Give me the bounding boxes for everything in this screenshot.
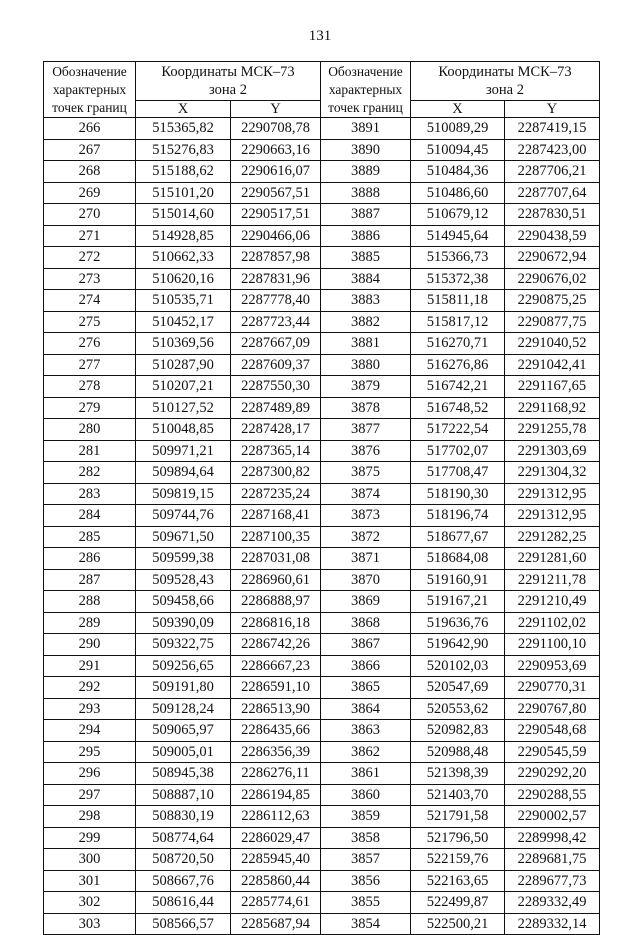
x-value-left: 509191,80 <box>136 677 231 699</box>
point-number-right: 3885 <box>321 247 411 269</box>
table-row <box>44 892 600 914</box>
point-number-left: 266 <box>44 118 136 140</box>
y-value-right: 2291304,32 <box>505 462 600 484</box>
table-row <box>44 161 600 183</box>
x-value-left: 509005,01 <box>136 741 231 763</box>
x-value-right: 515366,73 <box>411 247 505 269</box>
point-number-right: 3881 <box>321 333 411 355</box>
point-number-left: 277 <box>44 354 136 376</box>
y-value-left: 2287365,14 <box>231 440 321 462</box>
x-value-right: 518190,30 <box>411 483 505 505</box>
y-value-left: 2287235,24 <box>231 483 321 505</box>
table-row <box>44 311 600 333</box>
x-header-left: X <box>136 100 231 117</box>
point-number-right: 3856 <box>321 870 411 892</box>
coordinates-header-right <box>411 62 600 101</box>
x-value-right: 522163,65 <box>411 870 505 892</box>
point-number-right: 3862 <box>321 741 411 763</box>
table-row <box>44 376 600 398</box>
point-number-left: 276 <box>44 333 136 355</box>
x-value-left: 508945,38 <box>136 763 231 785</box>
x-value-right: 519167,21 <box>411 591 505 613</box>
x-value-left: 510662,33 <box>136 247 231 269</box>
y-value-right: 2290288,55 <box>505 784 600 806</box>
y-value-left: 2286513,90 <box>231 698 321 720</box>
y-value-left: 2290466,06 <box>231 225 321 247</box>
y-value-right: 2289332,49 <box>505 892 600 914</box>
y-value-left: 2287550,30 <box>231 376 321 398</box>
y-value-left: 2287778,40 <box>231 290 321 312</box>
y-value-right: 2290770,31 <box>505 677 600 699</box>
x-value-left: 509065,97 <box>136 720 231 742</box>
point-number-right: 3866 <box>321 655 411 677</box>
point-number-right: 3890 <box>321 139 411 161</box>
y-value-left: 2290517,51 <box>231 204 321 226</box>
y-value-right: 2290548,68 <box>505 720 600 742</box>
y-value-left: 2286435,66 <box>231 720 321 742</box>
x-value-left: 510620,16 <box>136 268 231 290</box>
point-number-right: 3877 <box>321 419 411 441</box>
coordinates-header-line1: Координаты МСК–73 <box>161 64 295 81</box>
y-value-right: 2287419,15 <box>505 118 600 140</box>
y-value-right: 2289681,75 <box>505 849 600 871</box>
x-value-right: 510486,60 <box>411 182 505 204</box>
x-value-left: 509894,64 <box>136 462 231 484</box>
point-number-left: 267 <box>44 139 136 161</box>
table-row <box>44 591 600 613</box>
point-number-left: 298 <box>44 806 136 828</box>
x-value-left: 509528,43 <box>136 569 231 591</box>
point-number-left: 292 <box>44 677 136 699</box>
point-number-right: 3863 <box>321 720 411 742</box>
point-number-right: 3872 <box>321 526 411 548</box>
y-value-right: 2291312,95 <box>505 505 600 527</box>
y-value-left: 2287100,35 <box>231 526 321 548</box>
y-value-left: 2287723,44 <box>231 311 321 333</box>
y-value-left: 2287857,98 <box>231 247 321 269</box>
x-value-right: 516748,52 <box>411 397 505 419</box>
x-value-right: 510089,29 <box>411 118 505 140</box>
y-value-left: 2286194,85 <box>231 784 321 806</box>
point-number-left: 296 <box>44 763 136 785</box>
x-value-right: 515372,38 <box>411 268 505 290</box>
point-number-right: 3871 <box>321 548 411 570</box>
y-header-right: Y <box>505 100 600 117</box>
y-value-right: 2291282,25 <box>505 526 600 548</box>
x-value-right: 510484,36 <box>411 161 505 183</box>
x-value-left: 510369,56 <box>136 333 231 355</box>
x-value-left: 510452,17 <box>136 311 231 333</box>
y-value-left: 2287031,08 <box>231 548 321 570</box>
y-value-left: 2285774,61 <box>231 892 321 914</box>
point-number-right: 3880 <box>321 354 411 376</box>
x-value-left: 515365,82 <box>136 118 231 140</box>
point-number-right: 3860 <box>321 784 411 806</box>
x-value-right: 515817,12 <box>411 311 505 333</box>
table-row <box>44 784 600 806</box>
point-number-left: 291 <box>44 655 136 677</box>
point-number-left: 271 <box>44 225 136 247</box>
x-value-right: 521398,39 <box>411 763 505 785</box>
x-value-right: 515811,18 <box>411 290 505 312</box>
table-row <box>44 354 600 376</box>
y-value-right: 2290953,69 <box>505 655 600 677</box>
point-number-right: 3874 <box>321 483 411 505</box>
y-value-left: 2285687,94 <box>231 913 321 935</box>
table-row <box>44 698 600 720</box>
point-number-right: 3891 <box>321 118 411 140</box>
y-value-right: 2291211,78 <box>505 569 600 591</box>
point-number-left: 283 <box>44 483 136 505</box>
table-row <box>44 526 600 548</box>
point-number-right: 3854 <box>321 913 411 935</box>
y-value-left: 2286742,26 <box>231 634 321 656</box>
point-number-left: 284 <box>44 505 136 527</box>
x-value-left: 508887,10 <box>136 784 231 806</box>
table-row <box>44 827 600 849</box>
x-value-left: 510048,85 <box>136 419 231 441</box>
y-value-right: 2290875,25 <box>505 290 600 312</box>
point-number-left: 274 <box>44 290 136 312</box>
point-number-right: 3875 <box>321 462 411 484</box>
y-value-left: 2290708,78 <box>231 118 321 140</box>
y-value-right: 2291102,02 <box>505 612 600 634</box>
x-value-right: 514945,64 <box>411 225 505 247</box>
table-row <box>44 870 600 892</box>
table-row <box>44 849 600 871</box>
y-value-right: 2291040,52 <box>505 333 600 355</box>
y-value-left: 2290567,51 <box>231 182 321 204</box>
point-number-left: 280 <box>44 419 136 441</box>
x-value-left: 510535,71 <box>136 290 231 312</box>
table-row <box>44 569 600 591</box>
y-value-left: 2286591,10 <box>231 677 321 699</box>
x-value-right: 516742,21 <box>411 376 505 398</box>
x-value-right: 521403,70 <box>411 784 505 806</box>
x-value-right: 518677,67 <box>411 526 505 548</box>
y-value-right: 2291255,78 <box>505 419 600 441</box>
table-row <box>44 139 600 161</box>
point-number-left: 269 <box>44 182 136 204</box>
point-number-right: 3883 <box>321 290 411 312</box>
point-number-right: 3869 <box>321 591 411 613</box>
coordinates-header-line1: Координаты МСК–73 <box>438 64 572 81</box>
table-row <box>44 720 600 742</box>
table-row <box>44 268 600 290</box>
x-value-left: 509128,24 <box>136 698 231 720</box>
x-value-right: 520547,69 <box>411 677 505 699</box>
y-value-right: 2290767,80 <box>505 698 600 720</box>
x-value-left: 509744,76 <box>136 505 231 527</box>
table-row <box>44 419 600 441</box>
point-number-left: 275 <box>44 311 136 333</box>
designation-header-left <box>44 62 136 118</box>
x-value-left: 508720,50 <box>136 849 231 871</box>
y-value-right: 2287706,21 <box>505 161 600 183</box>
point-number-left: 289 <box>44 612 136 634</box>
x-value-left: 509599,38 <box>136 548 231 570</box>
x-value-left: 509971,21 <box>136 440 231 462</box>
table-row <box>44 483 600 505</box>
y-value-left: 2290616,07 <box>231 161 321 183</box>
x-value-right: 517702,07 <box>411 440 505 462</box>
y-value-right: 2289998,42 <box>505 827 600 849</box>
y-value-right: 2290877,75 <box>505 311 600 333</box>
x-value-left: 514928,85 <box>136 225 231 247</box>
x-value-left: 508774,64 <box>136 827 231 849</box>
y-value-right: 2290672,94 <box>505 247 600 269</box>
y-value-left: 2287489,89 <box>231 397 321 419</box>
point-number-left: 293 <box>44 698 136 720</box>
table-row <box>44 182 600 204</box>
x-value-right: 518684,08 <box>411 548 505 570</box>
point-number-right: 3879 <box>321 376 411 398</box>
x-value-left: 515014,60 <box>136 204 231 226</box>
point-number-left: 282 <box>44 462 136 484</box>
x-value-right: 520102,03 <box>411 655 505 677</box>
point-number-left: 288 <box>44 591 136 613</box>
point-number-right: 3886 <box>321 225 411 247</box>
table-row <box>44 225 600 247</box>
y-value-right: 2287830,51 <box>505 204 600 226</box>
designation-header-line3: точек границ <box>52 100 127 115</box>
x-value-left: 510127,52 <box>136 397 231 419</box>
point-number-right: 3861 <box>321 763 411 785</box>
coordinates-table <box>43 61 600 935</box>
point-number-left: 281 <box>44 440 136 462</box>
table-row <box>44 118 600 140</box>
x-value-left: 509256,65 <box>136 655 231 677</box>
point-number-right: 3864 <box>321 698 411 720</box>
x-value-right: 516276,86 <box>411 354 505 376</box>
y-value-right: 2290438,59 <box>505 225 600 247</box>
point-number-right: 3873 <box>321 505 411 527</box>
y-value-right: 2287707,64 <box>505 182 600 204</box>
point-number-left: 273 <box>44 268 136 290</box>
x-value-right: 519636,76 <box>411 612 505 634</box>
y-value-left: 2286667,23 <box>231 655 321 677</box>
y-value-right: 2291303,69 <box>505 440 600 462</box>
y-value-left: 2286356,39 <box>231 741 321 763</box>
table-row <box>44 505 600 527</box>
y-value-left: 2286960,61 <box>231 569 321 591</box>
point-number-right: 3878 <box>321 397 411 419</box>
table-row <box>44 634 600 656</box>
x-value-right: 521796,50 <box>411 827 505 849</box>
point-number-right: 3884 <box>321 268 411 290</box>
point-number-right: 3858 <box>321 827 411 849</box>
point-number-left: 303 <box>44 913 136 935</box>
y-value-right: 2291312,95 <box>505 483 600 505</box>
x-value-right: 519642,90 <box>411 634 505 656</box>
x-header-right: X <box>411 100 505 117</box>
y-value-right: 2291210,49 <box>505 591 600 613</box>
point-number-left: 278 <box>44 376 136 398</box>
table-row <box>44 397 600 419</box>
x-value-right: 516270,71 <box>411 333 505 355</box>
y-value-right: 2291167,65 <box>505 376 600 398</box>
point-number-left: 297 <box>44 784 136 806</box>
x-value-right: 520988,48 <box>411 741 505 763</box>
x-value-left: 510207,21 <box>136 376 231 398</box>
x-value-right: 522500,21 <box>411 913 505 935</box>
x-value-right: 520553,62 <box>411 698 505 720</box>
y-value-left: 2287428,17 <box>231 419 321 441</box>
table-row <box>44 741 600 763</box>
point-number-right: 3868 <box>321 612 411 634</box>
point-number-right: 3889 <box>321 161 411 183</box>
table-row <box>44 290 600 312</box>
point-number-left: 270 <box>44 204 136 226</box>
designation-header-line3: точек границ <box>328 100 403 115</box>
table-row <box>44 333 600 355</box>
x-value-right: 518196,74 <box>411 505 505 527</box>
y-value-left: 2286816,18 <box>231 612 321 634</box>
y-value-right: 2289677,73 <box>505 870 600 892</box>
point-number-right: 3870 <box>321 569 411 591</box>
y-value-left: 2286029,47 <box>231 827 321 849</box>
y-header-left: Y <box>231 100 321 117</box>
y-value-left: 2287300,82 <box>231 462 321 484</box>
point-number-right: 3887 <box>321 204 411 226</box>
y-value-left: 2286112,63 <box>231 806 321 828</box>
y-value-right: 2289332,14 <box>505 913 600 935</box>
y-value-left: 2290663,16 <box>231 139 321 161</box>
point-number-left: 299 <box>44 827 136 849</box>
y-value-right: 2287423,00 <box>505 139 600 161</box>
table-body <box>44 118 600 935</box>
point-number-left: 279 <box>44 397 136 419</box>
x-value-left: 509671,50 <box>136 526 231 548</box>
point-number-left: 287 <box>44 569 136 591</box>
table-row <box>44 763 600 785</box>
point-number-left: 285 <box>44 526 136 548</box>
point-number-right: 3865 <box>321 677 411 699</box>
x-value-right: 521791,58 <box>411 806 505 828</box>
point-number-left: 294 <box>44 720 136 742</box>
point-number-left: 268 <box>44 161 136 183</box>
y-value-right: 2290545,59 <box>505 741 600 763</box>
x-value-left: 508566,57 <box>136 913 231 935</box>
coordinates-header-line2: зона 2 <box>486 82 524 99</box>
y-value-left: 2287831,96 <box>231 268 321 290</box>
table-row <box>44 548 600 570</box>
x-value-right: 510094,45 <box>411 139 505 161</box>
page-number: 131 <box>308 28 332 44</box>
x-value-left: 515188,62 <box>136 161 231 183</box>
point-number-right: 3876 <box>321 440 411 462</box>
table-row <box>44 247 600 269</box>
point-number-right: 3855 <box>321 892 411 914</box>
x-value-left: 509322,75 <box>136 634 231 656</box>
point-number-right: 3859 <box>321 806 411 828</box>
table-row <box>44 612 600 634</box>
y-value-left: 2285945,40 <box>231 849 321 871</box>
y-value-left: 2285860,44 <box>231 870 321 892</box>
y-value-left: 2287667,09 <box>231 333 321 355</box>
coordinates-header-left <box>136 62 321 101</box>
x-value-left: 515276,83 <box>136 139 231 161</box>
y-value-right: 2290676,02 <box>505 268 600 290</box>
table-row <box>44 677 600 699</box>
designation-header-line2: характерных <box>52 82 127 97</box>
x-value-right: 520982,83 <box>411 720 505 742</box>
point-number-left: 301 <box>44 870 136 892</box>
x-value-right: 522499,87 <box>411 892 505 914</box>
y-value-left: 2287609,37 <box>231 354 321 376</box>
y-value-right: 2291168,92 <box>505 397 600 419</box>
y-value-right: 2290292,20 <box>505 763 600 785</box>
x-value-right: 517708,47 <box>411 462 505 484</box>
y-value-left: 2286276,11 <box>231 763 321 785</box>
point-number-left: 290 <box>44 634 136 656</box>
y-value-left: 2287168,41 <box>231 505 321 527</box>
point-number-right: 3867 <box>321 634 411 656</box>
x-value-right: 519160,91 <box>411 569 505 591</box>
point-number-right: 3882 <box>321 311 411 333</box>
x-value-left: 509458,66 <box>136 591 231 613</box>
x-value-right: 517222,54 <box>411 419 505 441</box>
x-value-left: 508830,19 <box>136 806 231 828</box>
y-value-right: 2291281,60 <box>505 548 600 570</box>
designation-header-line2: характерных <box>328 82 403 97</box>
table-row <box>44 462 600 484</box>
table-row <box>44 655 600 677</box>
y-value-left: 2286888,97 <box>231 591 321 613</box>
point-number-left: 286 <box>44 548 136 570</box>
x-value-right: 522159,76 <box>411 849 505 871</box>
table-row <box>44 806 600 828</box>
point-number-left: 302 <box>44 892 136 914</box>
point-number-left: 272 <box>44 247 136 269</box>
x-value-left: 510287,90 <box>136 354 231 376</box>
x-value-right: 510679,12 <box>411 204 505 226</box>
point-number-left: 295 <box>44 741 136 763</box>
x-value-left: 508667,76 <box>136 870 231 892</box>
y-value-right: 2291042,41 <box>505 354 600 376</box>
y-value-right: 2291100,10 <box>505 634 600 656</box>
x-value-left: 509819,15 <box>136 483 231 505</box>
designation-header-line1: Обозначение <box>52 64 127 79</box>
x-value-left: 515101,20 <box>136 182 231 204</box>
designation-header-right <box>321 62 411 118</box>
table-row <box>44 440 600 462</box>
table-row <box>44 204 600 226</box>
x-value-left: 508616,44 <box>136 892 231 914</box>
designation-header-line1: Обозначение <box>328 64 403 79</box>
point-number-left: 300 <box>44 849 136 871</box>
point-number-right: 3857 <box>321 849 411 871</box>
coordinates-header-line2: зона 2 <box>209 82 247 99</box>
x-value-left: 509390,09 <box>136 612 231 634</box>
y-value-right: 2290002,57 <box>505 806 600 828</box>
point-number-right: 3888 <box>321 182 411 204</box>
